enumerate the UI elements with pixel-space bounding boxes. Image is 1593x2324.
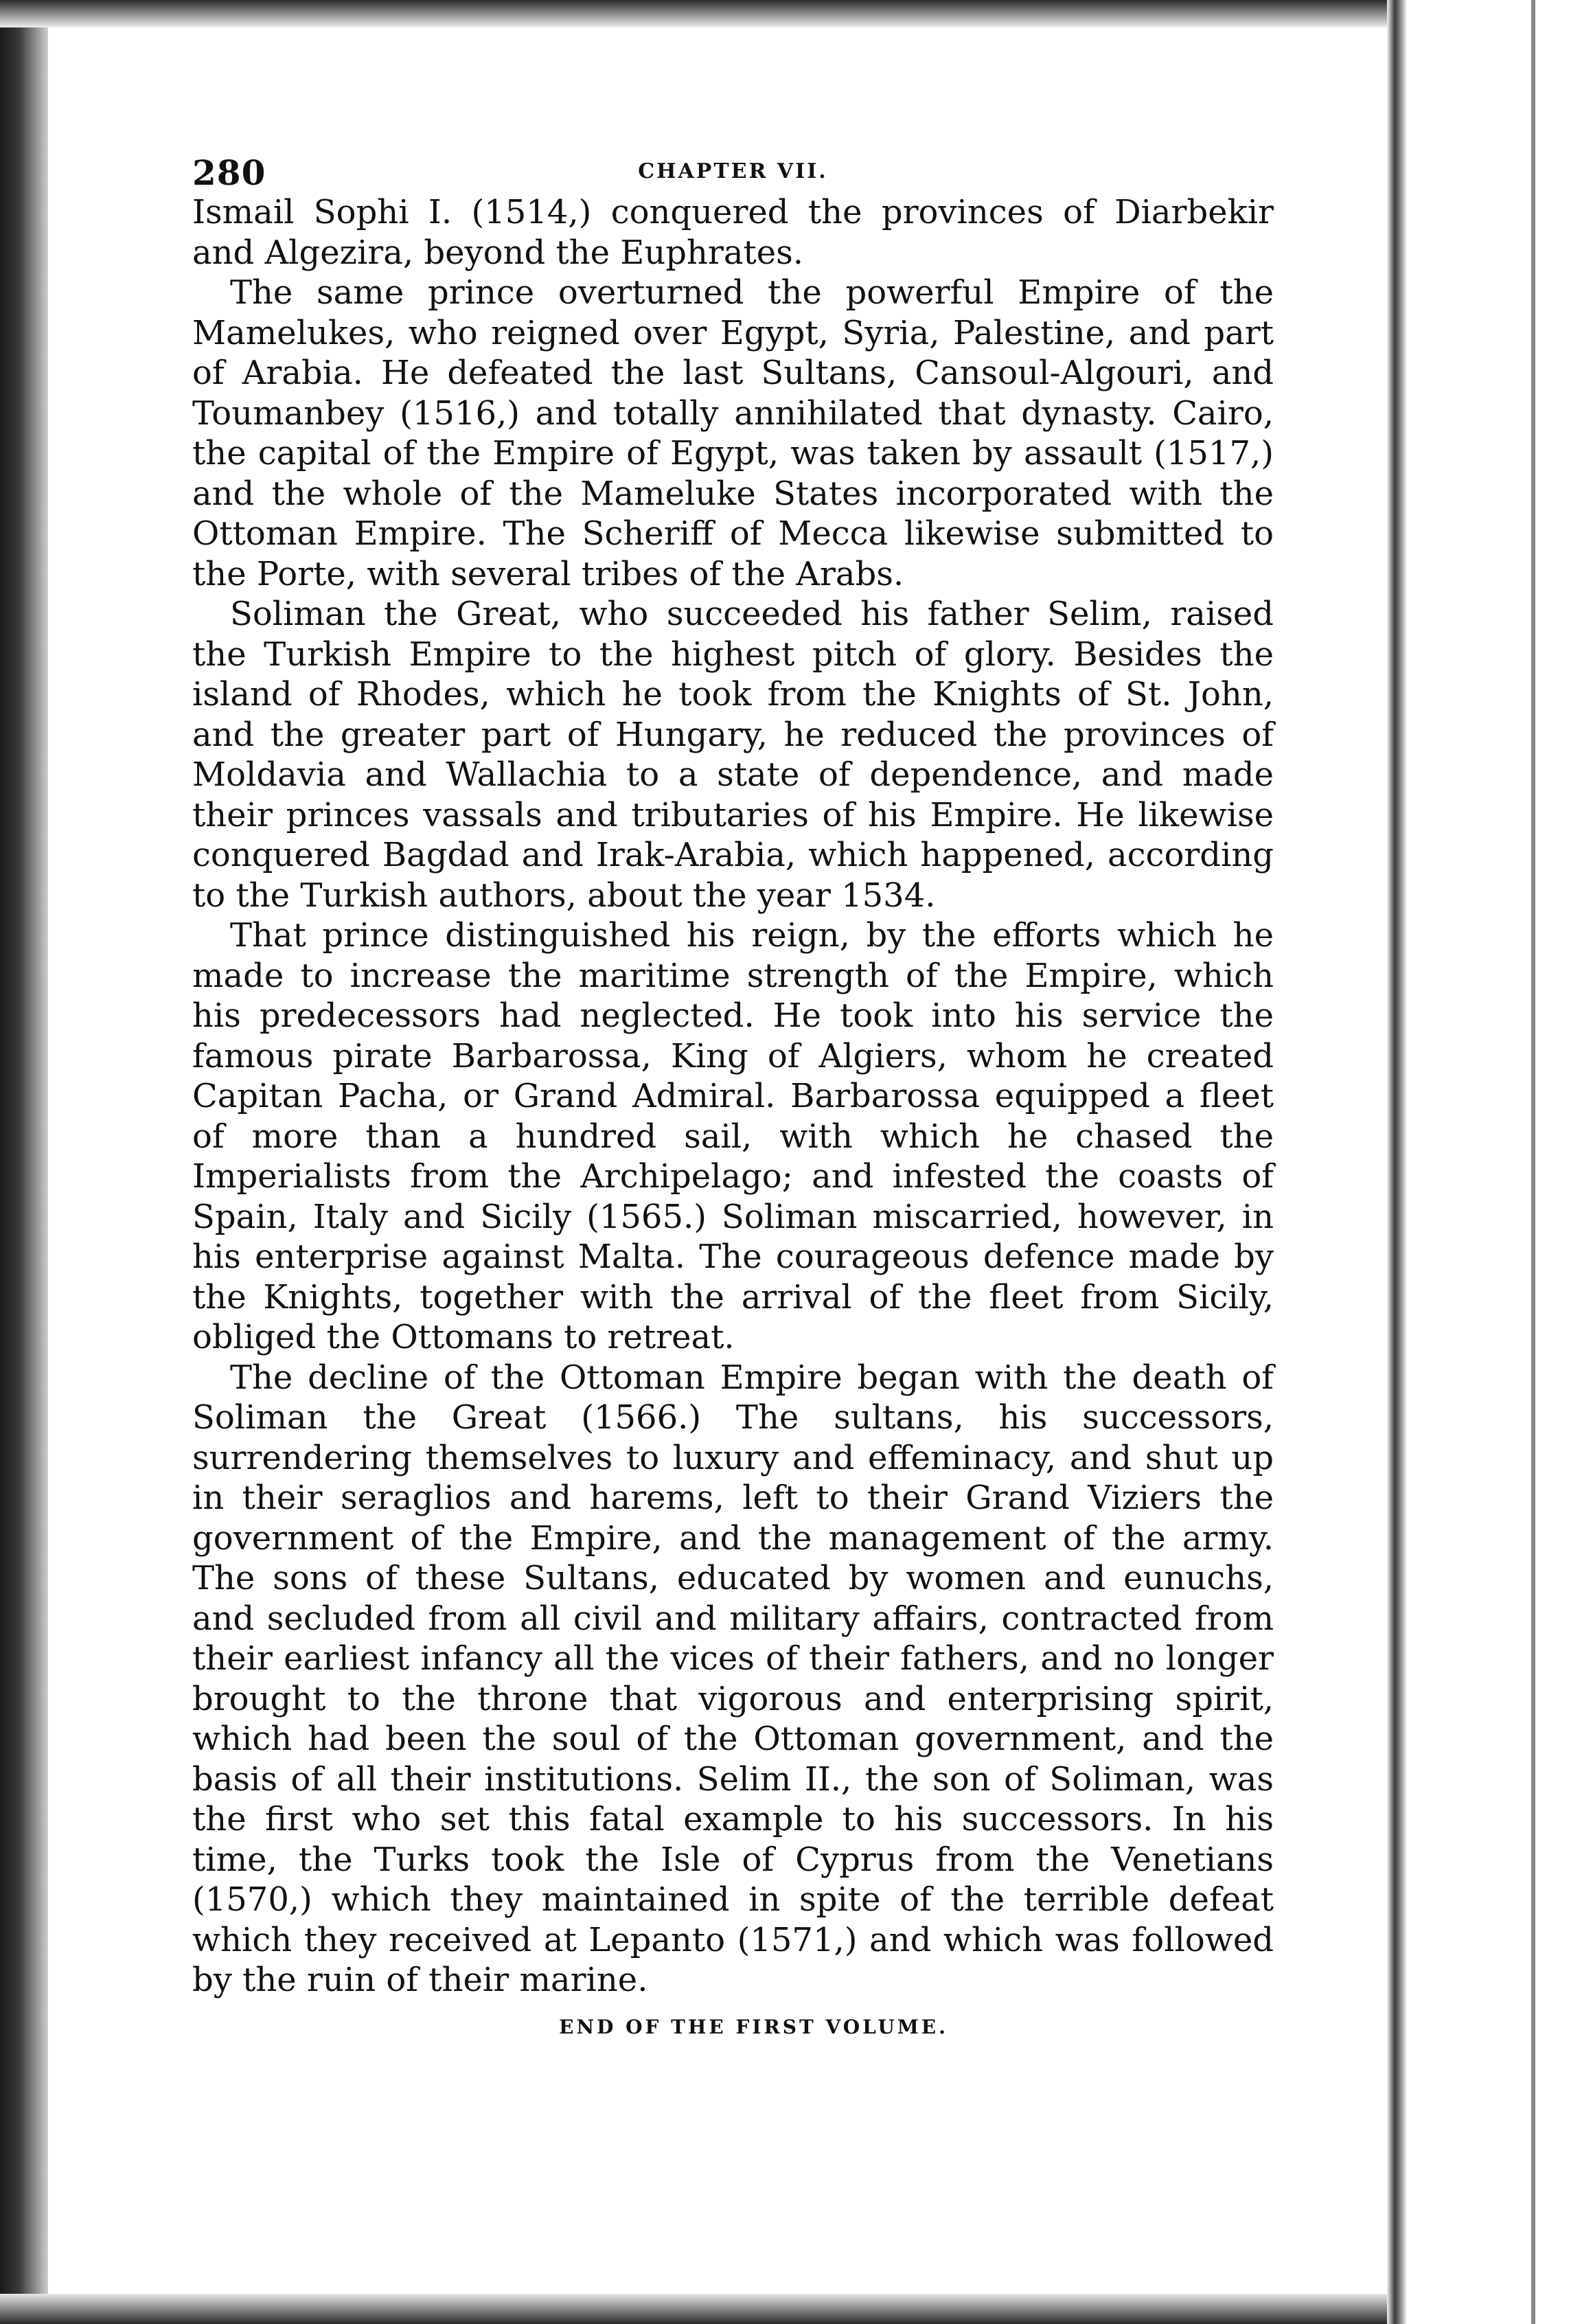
paragraph: Ismail Sophi I. (1514,) conquered the provinces of Diarbekir and Algezira, beyond the Euphrates. [192, 193, 1274, 272]
facing-page [1406, 0, 1593, 2324]
page-number: 280 [192, 152, 266, 193]
paragraph: The same prince overturned the powerful Empire of the Mamelukes, who reigned over Egypt, Syria, Palestine, and part of Arabia. He defeated the last Sultans, Cansoul-Algouri, and Toumanbey (1516,) and totally annihilated that dynasty. Cairo, the capital of the Empire of Egypt, was taken by assault (1517,) and the whole of the Mameluke States incorporated with the Ottoman Empire. The Scheriff of Mecca likewise submitted to the Porte, with several tribes of the Arabs. [192, 273, 1274, 593]
paragraph: The decline of the Ottoman Empire began with the death of Soliman the Great (1566.) The sultans, his successors, surrendering themselves to luxury and effeminacy, and shut up in their seraglios and harems, left to their Grand Viziers the government of the Empire, and the management of the army. The sons of these Sultans, educated by women and eunuchs, and secluded from all civil and military affairs, contracted from their earliest infancy all the vices of their fathers, and no longer brought to the throne that vigorous and enterprising spirit, which had been the soul of the Ottoman government, and the basis of all their institutions. Selim II., the son of Soliman, was the first who set this fatal example to his successors. In his time, the Turks took the Isle of Cyprus from the Venetians (1570,) which they maintained in spite of the terrible defeat which they received at Lepanto (1571,) and which was followed by the ruin of their marine. [192, 1358, 1274, 1999]
scan-shadow-top [0, 0, 1593, 27]
page-gutter [1387, 0, 1406, 2324]
end-of-volume-note: END OF THE FIRST VOLUME. [559, 2015, 948, 2038]
paragraph: That prince distinguished his reign, by the efforts which he made to increase the maritime strength of the Empire, which his predecessors had neglected. He took into his service the famous pirate Barbarossa, King of Algiers, whom he created Capitan Pacha, or Grand Admiral. Barbarossa equipped a fleet of more than a hundred sail, with which he chased the Imperialists from the Archipelago; and infested the coasts of Spain, Italy and Sicily (1565.) Soliman miscarried, however, in his enterprise against Malta. The courageous defence made by the Knights, together with the arrival of the fleet from Sicily, obliged the Ottomans to retreat. [192, 916, 1274, 1356]
chapter-heading: CHAPTER VII. [638, 159, 828, 183]
running-head [192, 144, 1274, 192]
paragraph: Soliman the Great, who succeeded his father Selim, raised the Turkish Empire to the highest pitch of glory. Besides the island of Rhodes, which he took from the Knights of St. John, and the greater part of Hungary, he reduced the provinces of Moldavia and Wallachia to a state of dependence, and made their princes vassals and tributaries of his Empire. He likewise conquered Bagdad and Irak-Arabia, which happened, according to the Turkish authors, about the year 1534. [192, 595, 1274, 915]
facing-page-edge [1531, 0, 1535, 2324]
scan-shadow-left [0, 0, 48, 2324]
book-page [192, 144, 1274, 2205]
body-text [192, 192, 1274, 2001]
scan-shadow-bottom [0, 2294, 1593, 2324]
